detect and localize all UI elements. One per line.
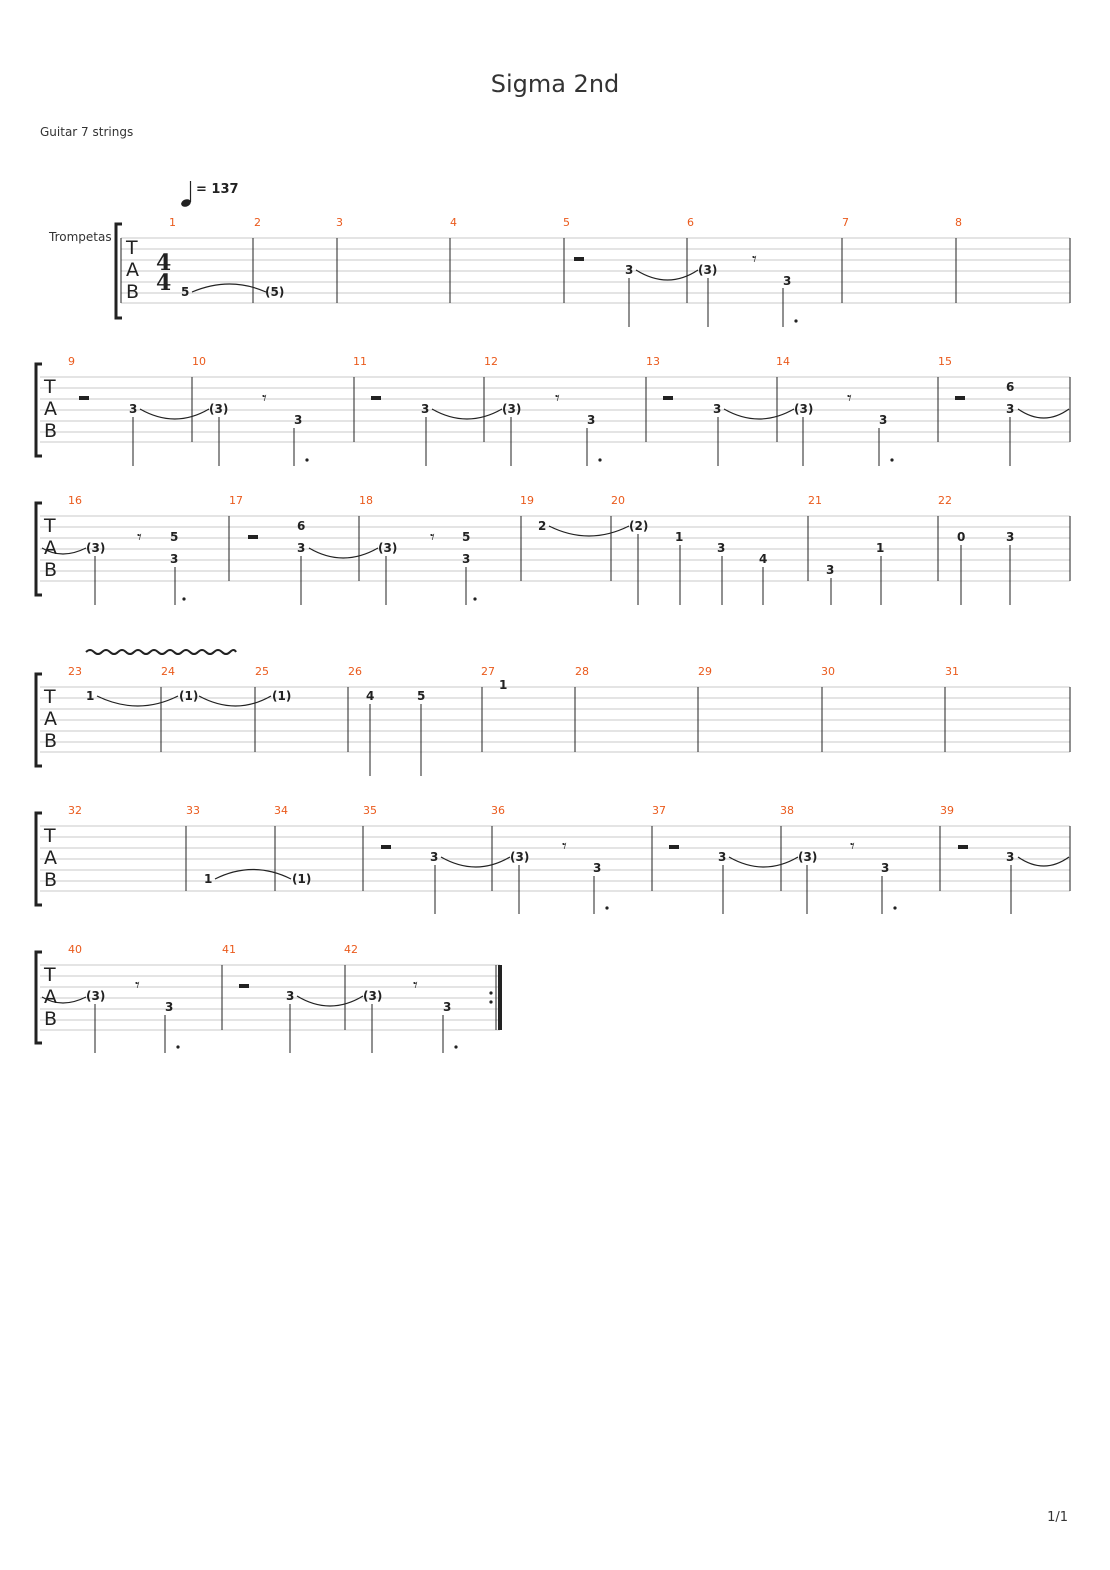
half-rest bbox=[574, 257, 584, 261]
half-rest bbox=[248, 535, 258, 539]
fret-number: 4 bbox=[366, 689, 375, 703]
measure-number: 11 bbox=[353, 355, 367, 368]
fret-number: 3 bbox=[443, 1000, 452, 1014]
tab-letter-t: T bbox=[44, 964, 56, 986]
measure-number: 26 bbox=[348, 665, 362, 678]
measure-number: 21 bbox=[808, 494, 822, 507]
tab-letter-b: B bbox=[44, 559, 58, 581]
fret-number: 3 bbox=[881, 861, 890, 875]
tab-letter-b: B bbox=[44, 1008, 58, 1030]
fret-number: (3) bbox=[86, 541, 106, 555]
fret-number: 1 bbox=[499, 678, 508, 692]
final-barline bbox=[498, 965, 502, 1030]
measure-number: 29 bbox=[698, 665, 712, 678]
eighth-rest: 𝄾 bbox=[413, 975, 418, 996]
fret-number: 5 bbox=[462, 530, 471, 544]
fret-number: 3 bbox=[297, 541, 306, 555]
fret-number: 3 bbox=[717, 541, 726, 555]
fret-number: 1 bbox=[86, 689, 95, 703]
eighth-rest: 𝄾 bbox=[135, 975, 140, 996]
eighth-rest: 𝄾 bbox=[430, 527, 435, 548]
measure-number: 14 bbox=[776, 355, 790, 368]
fret-number: (2) bbox=[629, 519, 649, 533]
measure-number: 12 bbox=[484, 355, 498, 368]
fret-number: 3 bbox=[783, 274, 792, 288]
tab-letter-b: B bbox=[44, 420, 58, 442]
system-3 bbox=[36, 494, 1070, 605]
half-rest bbox=[239, 984, 249, 988]
fret-number: 3 bbox=[1006, 402, 1015, 416]
measure-number: 13 bbox=[646, 355, 660, 368]
tab-letter-b: B bbox=[126, 281, 140, 303]
half-rest bbox=[79, 396, 89, 400]
fret-number: 3 bbox=[294, 413, 303, 427]
measure-number: 30 bbox=[821, 665, 835, 678]
fret-number: (3) bbox=[86, 989, 106, 1003]
measure-number: 32 bbox=[68, 804, 82, 817]
half-rest bbox=[958, 845, 968, 849]
measure-number: 16 bbox=[68, 494, 82, 507]
fret-number: 3 bbox=[625, 263, 634, 277]
score-title: Sigma 2nd bbox=[490, 70, 620, 98]
fret-number: 3 bbox=[718, 850, 727, 864]
half-rest bbox=[669, 845, 679, 849]
measure-number: 6 bbox=[687, 216, 694, 229]
tab-letter-t: T bbox=[44, 515, 56, 537]
measure-number: 27 bbox=[481, 665, 495, 678]
measure-number: 42 bbox=[344, 943, 358, 956]
measure-number: 1 bbox=[169, 216, 176, 229]
fret-number: 6 bbox=[1006, 380, 1015, 394]
fret-number: 3 bbox=[129, 402, 138, 416]
page-number: 1/1 bbox=[1047, 1510, 1068, 1525]
measure-number: 24 bbox=[161, 665, 175, 678]
fret-number: (1) bbox=[179, 689, 199, 703]
fret-number: 5 bbox=[417, 689, 426, 703]
measure-number: 28 bbox=[575, 665, 589, 678]
fret-number: 3 bbox=[713, 402, 722, 416]
tab-letter-a: A bbox=[44, 847, 57, 869]
measure-number: 7 bbox=[842, 216, 849, 229]
tab-letter-a: A bbox=[44, 398, 57, 420]
tab-letter-t: T bbox=[126, 237, 138, 259]
eighth-rest: 𝄾 bbox=[850, 836, 855, 857]
half-rest bbox=[955, 396, 965, 400]
tab-letter-b: B bbox=[44, 730, 58, 752]
fret-number: 3 bbox=[170, 552, 179, 566]
measure-number: 34 bbox=[274, 804, 288, 817]
measure-number: 5 bbox=[563, 216, 570, 229]
time-signature-denominator: 4 bbox=[156, 270, 172, 296]
tab-letter-a: A bbox=[126, 259, 139, 281]
tempo-text: = 137 bbox=[196, 182, 239, 197]
fret-number: (3) bbox=[794, 402, 814, 416]
system-4 bbox=[36, 650, 1070, 776]
tab-letter-b: B bbox=[44, 869, 58, 891]
eighth-rest: 𝄾 bbox=[137, 527, 142, 548]
fret-number: (3) bbox=[209, 402, 229, 416]
fret-number: 3 bbox=[421, 402, 430, 416]
eighth-rest: 𝄾 bbox=[262, 388, 267, 409]
fret-number: (5) bbox=[265, 285, 285, 299]
measure-number: 2 bbox=[254, 216, 261, 229]
tab-letter-a: A bbox=[44, 537, 57, 559]
system-2 bbox=[36, 355, 1070, 466]
measure-number: 23 bbox=[68, 665, 82, 678]
vibrato-mark bbox=[86, 650, 236, 654]
measure-number: 40 bbox=[68, 943, 82, 956]
repeat-dot bbox=[489, 991, 492, 994]
half-rest bbox=[663, 396, 673, 400]
measure-number: 9 bbox=[68, 355, 75, 368]
fret-number: (1) bbox=[292, 872, 312, 886]
tab-letter-t: T bbox=[44, 686, 56, 708]
measure-number: 35 bbox=[363, 804, 377, 817]
measure-number: 33 bbox=[186, 804, 200, 817]
repeat-dot bbox=[489, 1000, 492, 1003]
fret-number: (3) bbox=[698, 263, 718, 277]
measure-number: 3 bbox=[336, 216, 343, 229]
fret-number: 2 bbox=[538, 519, 547, 533]
fret-number: 4 bbox=[759, 552, 768, 566]
system-1 bbox=[48, 216, 1070, 327]
fret-number: (1) bbox=[272, 689, 292, 703]
fret-number: 3 bbox=[462, 552, 471, 566]
fret-number: (3) bbox=[378, 541, 398, 555]
fret-number: (3) bbox=[798, 850, 818, 864]
measure-number: 38 bbox=[780, 804, 794, 817]
measure-number: 37 bbox=[652, 804, 666, 817]
measure-number: 39 bbox=[940, 804, 954, 817]
eighth-rest: 𝄾 bbox=[847, 388, 852, 409]
fret-number: 3 bbox=[593, 861, 602, 875]
half-rest bbox=[371, 396, 381, 400]
measure-number: 36 bbox=[491, 804, 505, 817]
fret-number: 1 bbox=[204, 872, 213, 886]
measure-number: 22 bbox=[938, 494, 952, 507]
measure-number: 41 bbox=[222, 943, 236, 956]
time-signature-numerator: 4 bbox=[156, 250, 172, 276]
tab-letter-a: A bbox=[44, 708, 57, 730]
tie bbox=[192, 284, 266, 292]
fret-number: (3) bbox=[502, 402, 522, 416]
measure-number: 31 bbox=[945, 665, 959, 678]
tab-letter-a: A bbox=[44, 986, 57, 1008]
half-rest bbox=[381, 845, 391, 849]
instrument-label: Guitar 7 strings bbox=[40, 125, 134, 139]
track-name: Trompetas bbox=[49, 230, 112, 244]
measure-number: 17 bbox=[229, 494, 243, 507]
tab-letter-t: T bbox=[44, 376, 56, 398]
fret-number: 5 bbox=[181, 285, 190, 299]
measure-number: 20 bbox=[611, 494, 625, 507]
fret-number: (3) bbox=[510, 850, 530, 864]
tab-letter-t: T bbox=[44, 825, 56, 847]
fret-number: 3 bbox=[587, 413, 596, 427]
eighth-rest: 𝄾 bbox=[752, 249, 757, 270]
system-6 bbox=[36, 943, 502, 1053]
fret-number: 3 bbox=[879, 413, 888, 427]
fret-number: 3 bbox=[430, 850, 439, 864]
eighth-rest: 𝄾 bbox=[555, 388, 560, 409]
tempo-marking bbox=[180, 181, 238, 208]
fret-number: 1 bbox=[675, 530, 684, 544]
fret-number: 5 bbox=[170, 530, 179, 544]
measure-number: 18 bbox=[359, 494, 373, 507]
fret-number: 6 bbox=[297, 519, 306, 533]
measure-number: 15 bbox=[938, 355, 952, 368]
measure-number: 19 bbox=[520, 494, 534, 507]
measure-number: 10 bbox=[192, 355, 206, 368]
fret-number: 3 bbox=[286, 989, 295, 1003]
measure-number: 4 bbox=[450, 216, 457, 229]
fret-number: 3 bbox=[1006, 850, 1015, 864]
system-5 bbox=[36, 804, 1070, 914]
measure-number: 25 bbox=[255, 665, 269, 678]
fret-number: 3 bbox=[1006, 530, 1015, 544]
fret-number: 1 bbox=[876, 541, 885, 555]
fret-number: 3 bbox=[826, 563, 835, 577]
fret-number: 3 bbox=[165, 1000, 174, 1014]
measure-number: 8 bbox=[955, 216, 962, 229]
fret-number: 0 bbox=[957, 530, 966, 544]
eighth-rest: 𝄾 bbox=[562, 836, 567, 857]
fret-number: (3) bbox=[363, 989, 383, 1003]
